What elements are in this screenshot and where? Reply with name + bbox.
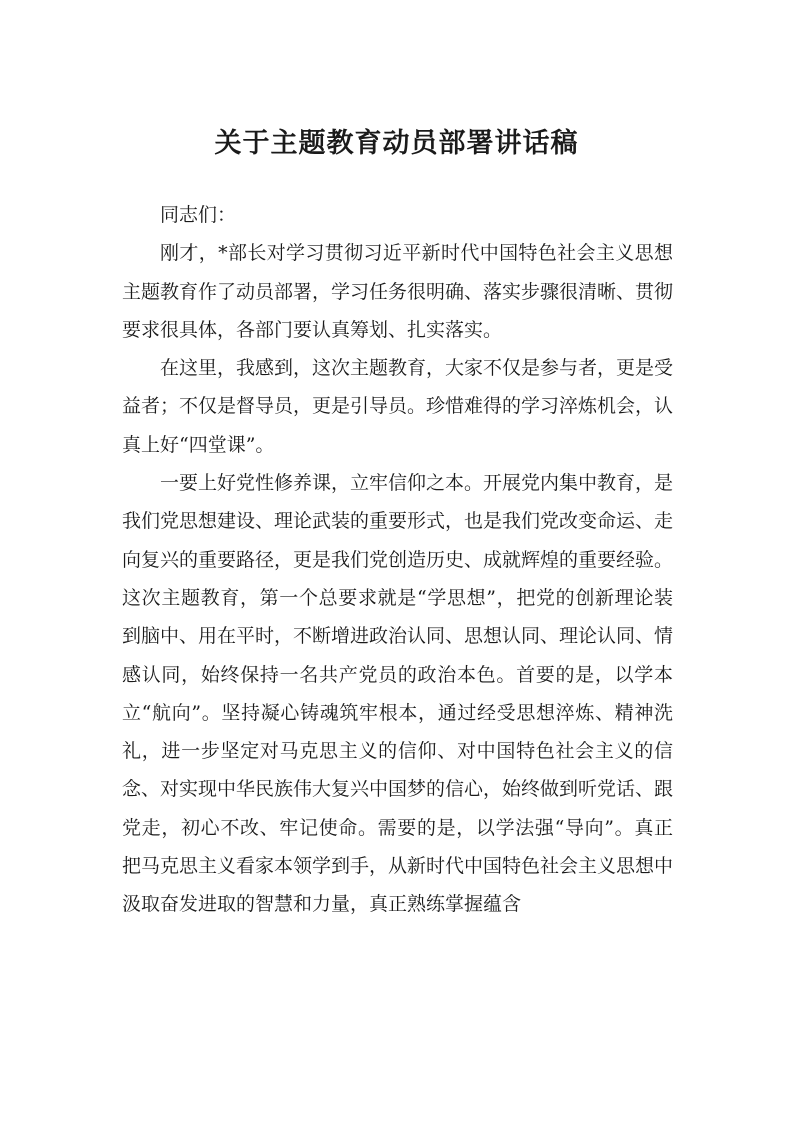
document-title: 关于主题教育动员部署讲话稿 [214, 128, 579, 159]
body-paragraph: 一要上好党性修养课，立牢信仰之本。开展党内集中教育，是我们党思想建设、理论武装的重要形式，也是我们党改变命运、走向复兴的重要路径，更是我们党创造历史、成就辉煌的重要经验。这次主题教育，第一个总要求就是“学思想”，把党的创新理论装到脑中、用在平时，不断增进政治认同、思想认同、理论认同、情感认同，始终保持一名共产党员的政治本色。首要的是，以学本立“航向”。坚持凝心铸魂筑牢根本，通过经受思想淬炼、精神洗礼，进一步坚定对马克思主义的信仰、对中国特色社会主义的信念、对实现中华民族伟大复兴中国梦的信心，始终做到听党话、跟党走，初心不改、牢记使命。需要的是，以学法强“导向”。真正把马克思主义看家本领学到手，从新时代中国特色社会主义思想中汲取奋发进取的智慧和力量，真正熟练掌握蕴含 [122, 472, 674, 916]
document-body [122, 196, 673, 924]
body-paragraph: 刚才，*部长对学习贯彻习近平新时代中国特色社会主义思想主题教育作了动员部署，学习任务很明确、落实步骤很清晰、贯彻要求很具体，各部门要认真筹划、扎实落实。 [122, 242, 674, 341]
body-paragraph: 在这里，我感到，这次主题教育，大家不仅是参与者，更是受益者；不仅是督导员，更是引导员。珍惜难得的学习淬炼机会，认真上好“四堂课”。 [122, 357, 674, 456]
salutation-paragraph: 同志们： [160, 204, 237, 226]
